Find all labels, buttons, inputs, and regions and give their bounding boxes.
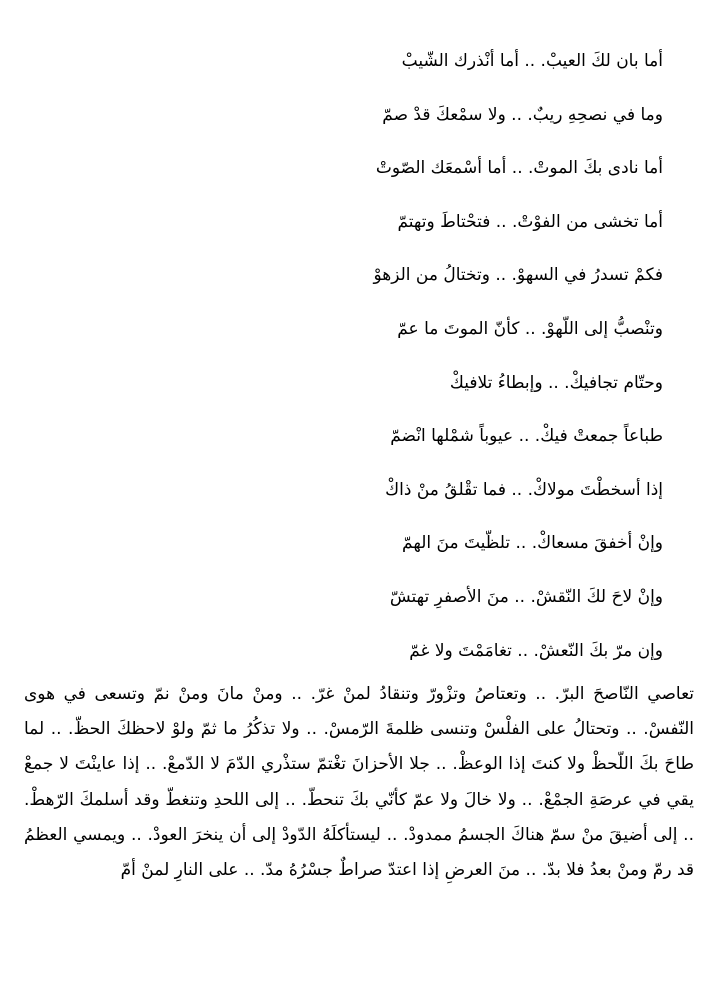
prose-text: تعاصي النّاصحَ البرّ. .. وتعتاصُ وتزْورّ وتنقادُ لمنْ غرّ. .. ومنْ مانَ ومنْ نمّ وتسعى في هوى النّفسْ. .. وتحتالُ على الفلْسْ وتنسى ظلمةَ الرّمسْ. .. ولا تذكُرُ ما ثمّ ولوْ لاحظكَ الحظّ. .. لما طاحَ بكَ اللّحظْ ولا كنتَ إذا الوعظْ. .. جلا الأحزانَ تغْتمّ ستذْري الدّمَ لا الدّمعْ. .. إذا عاينْتَ لا جمعْ يقي في عرصَةِ الجمْعْ. .. ولا خالَ ولا عمّ كأنّي بكَ تنحطّ. .. إلى اللحدِ وتنغطّ وقد أسلمكَ الرّهطْ. .. إلى أضيقَ منْ سمّ هناكَ الجسمُ ممدودْ. .. ليستأكلَهُ الدّودْ إلى أن ينخرَ العودْ. .. ويمسي العظمُ قد رمّ ومنْ بعدُ فلا بدّ. .. منَ العرضِ إذا اعتدّ صراطٌ جسْرُهُ مدّ. .. على النارِ لمنْ أمّ <box>24 684 694 881</box>
verse-line: وإنْ لاحَ لكَ النّقشْ. .. منَ الأصفرِ تهتشّ <box>389 586 663 607</box>
verse-list <box>63 44 663 687</box>
verse-line: فكمْ تسدرُ في السهوْ. .. وتختالُ من الزهوْ <box>373 265 663 286</box>
verse-line: وإنْ أخفقَ مسعاكْ. .. تلظّيتَ منَ الهمّ <box>402 533 663 554</box>
verse-line: أما بان لكَ العيبْ. .. أما أنْذرك الشّيبْ <box>401 51 663 71</box>
verse-line: وتنْصبُّ إلى اللّهوْ. .. كأنّ الموتَ ما عمّ <box>397 318 663 339</box>
verse-line: إذا أسخطْتَ مولاكْ. .. فما تقْلقُ منْ ذاكْ <box>385 479 663 500</box>
prose-paragraph <box>24 677 694 888</box>
verse-line: أما نادى بكَ الموتْ. .. أما أسْمعَك الصّوتْ <box>375 158 663 179</box>
verse-line: وما في نصحِهِ ريبٌ. .. ولا سمْعكَ قدْ صمّ <box>382 104 663 125</box>
verse-line: وحتّام تجافيكْ. .. وإبطاءُ تلافيكْ <box>449 372 663 393</box>
verse-line: أما تخشى من الفوْتْ. .. فتحْتاطَ وتهتمّ <box>397 211 663 232</box>
verse-line: طباعاً جمعتْ فيكْ. .. عيوباً شمْلها انْضمّ <box>390 426 663 447</box>
verse-line: وإن مرّ بكَ النّعشْ. .. تغامَمْتَ ولا غمّ <box>409 640 663 661</box>
